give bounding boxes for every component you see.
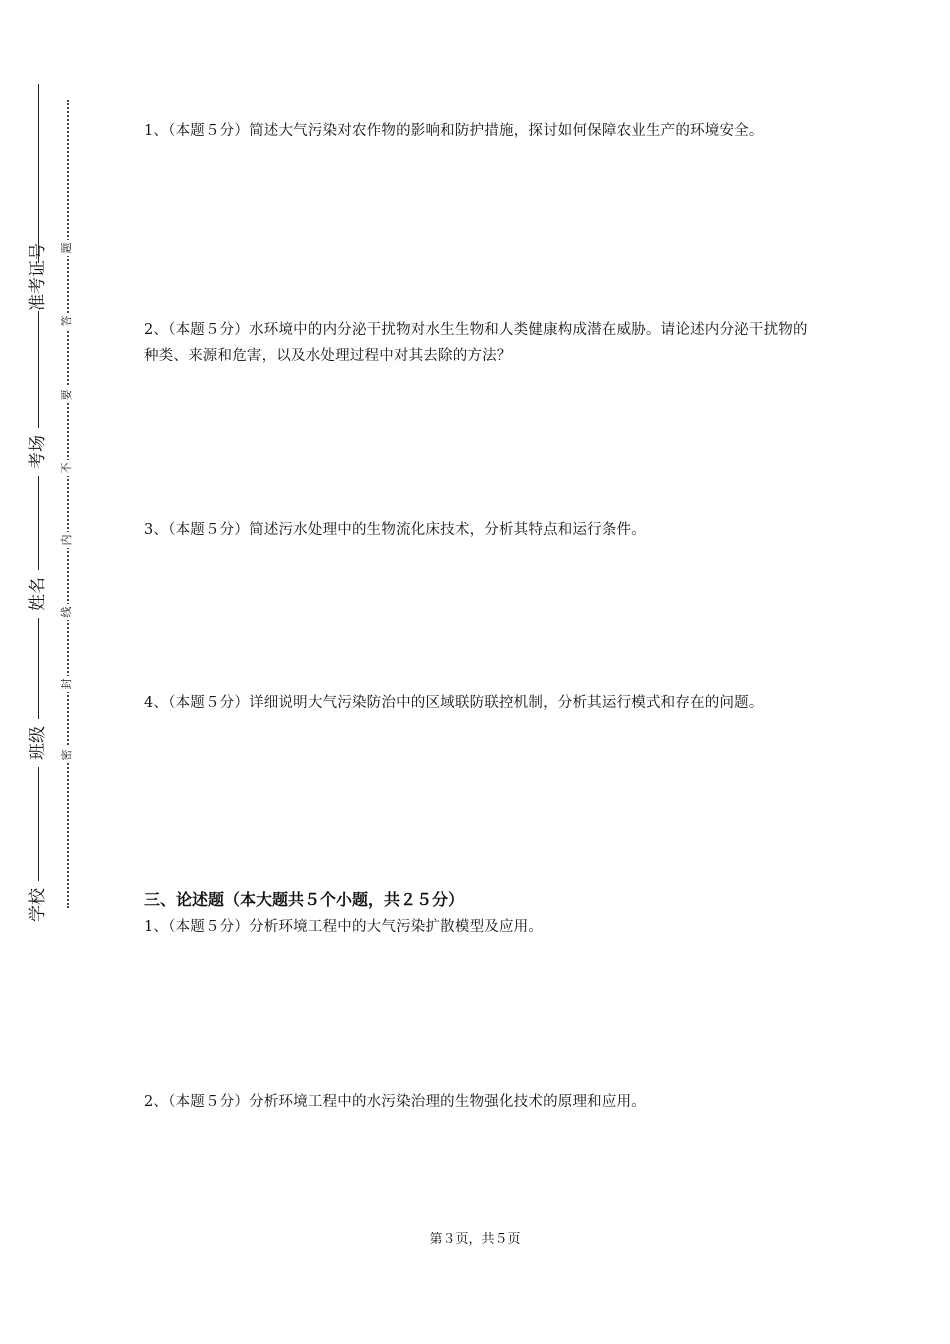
seal-char: 答 [59, 313, 75, 329]
seal-char: 要 [59, 387, 75, 403]
school-label: 学校 [26, 881, 50, 929]
seal-char: 不 [59, 460, 75, 476]
seal-char: 密 [59, 747, 75, 763]
name-label: 姓名 [26, 570, 50, 618]
seal-char: 线 [59, 604, 75, 620]
page-number: 第３页，共５页 [429, 1232, 521, 1247]
binding-solid-line [38, 84, 39, 924]
question-2-4: 4、（本题５分）详细说明大气污染防治中的区域联防联控机制，分析其运行模式和存在的问题。 [144, 695, 764, 711]
class-label: 班级 [26, 719, 50, 767]
question-2-2: 2、（本题５分）水环境中的内分泌干扰物对水生生物和人类健康构成潜在威胁。请论述内分泌干扰物的种类、来源和危害，以及水处理过程中对其去除的方法？ [144, 322, 808, 364]
seal-char: 题 [59, 240, 75, 256]
seal-char: 封 [59, 676, 75, 692]
question-3-1: 1、（本题５分）分析环境工程中的大气污染扩散模型及应用。 [144, 919, 544, 935]
section-title-essay: 三、论述题（本大题共５个小题，共２５分） [144, 890, 465, 909]
exam-room-label: 考场 [26, 428, 50, 476]
seal-char: 内 [59, 532, 75, 548]
binding-dotted-line [67, 100, 69, 908]
question-3-2: 2、（本题５分）分析环境工程中的水污染治理的生物强化技术的原理和应用。 [144, 1094, 646, 1110]
question-2-3: 3、（本题５分）简述污水处理中的生物流化床技术，分析其特点和运行条件。 [144, 522, 646, 538]
exam-number-label: 准考证号 [28, 243, 48, 311]
question-2-1: 1、（本题５分）简述大气污染对农作物的影响和防护措施，探讨如何保障农业生产的环境安全。 [144, 123, 764, 139]
